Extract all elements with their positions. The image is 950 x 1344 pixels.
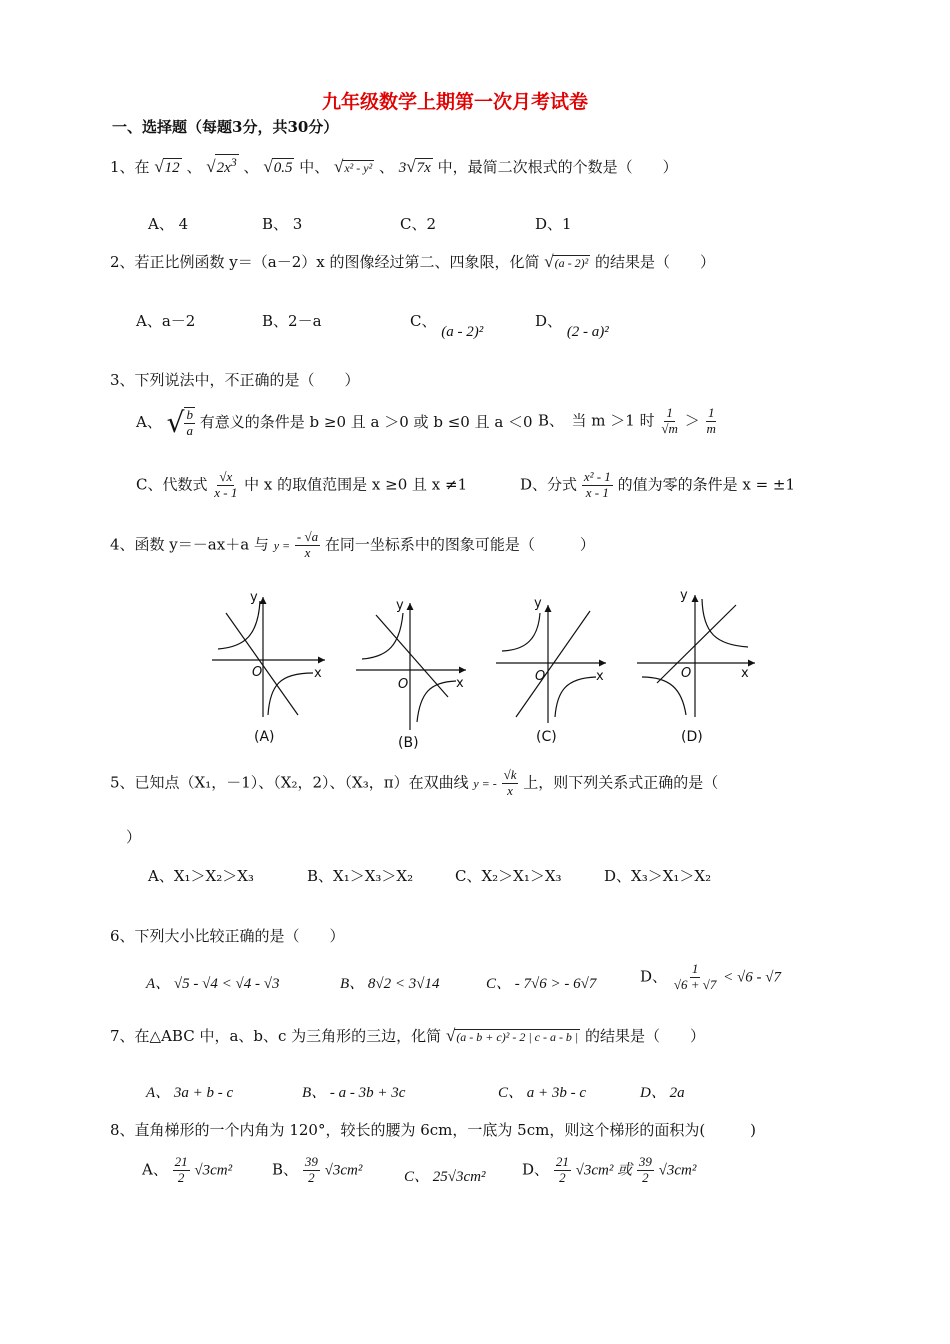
graph-d-origin: O bbox=[681, 666, 692, 681]
q4-fraction: $\frac{- √a}{x}$ bbox=[296, 529, 319, 560]
question-4 bbox=[110, 530, 595, 561]
q3-option-d[interactable] bbox=[520, 470, 795, 501]
q3-b-gt: ＞ bbox=[684, 411, 700, 430]
q3-option-a[interactable] bbox=[136, 406, 533, 440]
q3-d-fraction: $\frac{\text{x² - 1}}{x - 1}$ bbox=[583, 469, 611, 500]
q8-option-b[interactable] bbox=[272, 1155, 362, 1186]
q1-sep-1: 、 bbox=[186, 158, 202, 176]
q8-d-fraction-2: $\frac{39}{2}$ bbox=[638, 1154, 652, 1185]
q1-text: 1、在 bbox=[110, 158, 150, 176]
q6-option-c[interactable]: C、 - 7√6 > - 6√7 bbox=[486, 976, 597, 992]
q7-text-end: 的结果是（ ） bbox=[585, 1027, 706, 1045]
q4-y: y = bbox=[273, 538, 291, 553]
q7-expr: √(a - b + c)² - 2 | c - a - b | bbox=[445, 1026, 579, 1045]
q1-sep-2: 、 bbox=[243, 158, 259, 176]
q2-option-c-label: C、 bbox=[410, 312, 437, 330]
q3-c-fraction: $\frac{√x}{x - 1}$ bbox=[214, 469, 238, 500]
page-title: 九年级数学上期第一次月考试卷 bbox=[322, 91, 589, 113]
graph-a-y-label: y bbox=[250, 590, 258, 605]
q8-d-label: D、 bbox=[522, 1160, 550, 1179]
graph-b[interactable] bbox=[356, 598, 466, 751]
graph-b-origin: O bbox=[398, 677, 409, 692]
graph-d[interactable] bbox=[637, 588, 755, 745]
q2-option-b[interactable]: B、2－a bbox=[262, 312, 322, 330]
graph-c-x-label: x bbox=[596, 669, 604, 684]
q3-option-b[interactable] bbox=[538, 406, 718, 437]
q3-option-c[interactable] bbox=[136, 470, 467, 501]
q6-option-d[interactable] bbox=[640, 962, 781, 993]
q1-text-end: 中，最简二次根式的个数是（ ） bbox=[437, 158, 678, 176]
q1-option-c[interactable]: C、2 bbox=[400, 215, 437, 233]
q3-d-label: D、分式 bbox=[520, 475, 578, 494]
q2-option-c[interactable] bbox=[410, 312, 484, 340]
q6-d-label: D、 bbox=[640, 967, 668, 986]
q7-option-d[interactable]: D、 2a bbox=[640, 1085, 685, 1101]
q1-sep-4: 、 bbox=[378, 158, 394, 176]
q3-c-label: C、代数式 bbox=[136, 475, 208, 494]
q5-option-a[interactable]: A、X₁＞X₂＞X₃ bbox=[148, 867, 254, 885]
q8-a-rest: √3cm² bbox=[194, 1162, 233, 1179]
q1-option-b[interactable]: B、 3 bbox=[262, 215, 303, 233]
graph-d-y-label: y bbox=[680, 588, 688, 603]
q2-expr: √(a - 2)² bbox=[544, 252, 589, 271]
q3-b-frac-2: $\frac{1}{m}$ bbox=[706, 405, 716, 436]
section-heading: 一、选择题（每题3分，共30分） bbox=[112, 118, 339, 136]
q2-option-d[interactable] bbox=[535, 312, 609, 340]
q2-option-d-label: D、 bbox=[535, 312, 563, 330]
q7-option-a[interactable]: A、 3a + b - c bbox=[146, 1085, 234, 1101]
q5-fraction: $\frac{√k}{x}$ bbox=[503, 767, 517, 798]
question-7 bbox=[110, 1026, 705, 1046]
graph-b-label: (B) bbox=[398, 735, 419, 751]
q1-option-d[interactable]: D、1 bbox=[535, 215, 572, 233]
q3-b-text: B、 当 m ＞1 时 bbox=[538, 411, 655, 430]
q8-d-rest-1: √3cm² 或 bbox=[575, 1162, 633, 1179]
q5-option-d[interactable]: D、X₃＞X₁＞X₂ bbox=[604, 867, 712, 885]
graph-c[interactable] bbox=[496, 596, 606, 745]
q8-b-rest: √3cm² bbox=[324, 1162, 363, 1179]
q8-option-c[interactable]: C、 25√3cm² bbox=[404, 1169, 486, 1185]
q3-d-text: 的值为零的条件是 x = ±1 bbox=[617, 475, 796, 494]
q6-option-b[interactable]: B、 8√2 < 3√14 bbox=[340, 976, 440, 992]
q2-option-a[interactable]: A、a－2 bbox=[136, 312, 196, 330]
question-8: 8、直角梯形的一个内角为 120°，较长的腰为 6cm，一底为 5cm，则这个梯形的面积为( ) bbox=[110, 1121, 757, 1139]
q7-text: 7、在△ABC 中，a、b、c 为三角形的三边，化简 bbox=[110, 1027, 442, 1045]
q4-text-end: 在同一坐标系中的图象可能是（ ） bbox=[324, 535, 595, 554]
q6-d-rest: < √6 - √7 bbox=[723, 969, 781, 986]
q3-a-label: A、 bbox=[136, 412, 162, 431]
q3-a-fraction: $\frac{b}{a}$ bbox=[186, 406, 193, 438]
q1-expr-3: √0.5 bbox=[263, 157, 293, 176]
q3-a-radical: √ bbox=[166, 406, 185, 439]
graph-c-label: (C) bbox=[536, 729, 557, 745]
q1-expr-4: √x² - y² bbox=[334, 157, 373, 176]
q4-text: 4、函数 y＝－ax＋a 与 bbox=[110, 535, 269, 554]
question-2 bbox=[110, 252, 715, 272]
q8-d-fraction-1: $\frac{21}{2}$ bbox=[555, 1154, 569, 1185]
question-6: 6、下列大小比较正确的是（ ） bbox=[110, 927, 345, 945]
q3-a-text: 有意义的条件是 b ≥0 且 a ＞0 或 b ≤0 且 a ＜0 bbox=[199, 412, 533, 431]
q3-c-text: 中 x 的取值范围是 x ≥0 且 x ≠1 bbox=[244, 475, 468, 494]
question-1 bbox=[110, 154, 678, 177]
q2-option-c-math: (a - 2)² bbox=[441, 324, 484, 340]
graph-b-x-label: x bbox=[456, 676, 464, 691]
q8-b-label: B、 bbox=[272, 1160, 299, 1179]
graph-a[interactable] bbox=[212, 590, 325, 745]
q2-text: 2、若正比例函数 y＝（a－2）x 的图像经过第二、四象限，化简 bbox=[110, 253, 540, 271]
q5-y: y = - bbox=[473, 776, 497, 791]
q4-graphs bbox=[0, 585, 950, 755]
q8-option-d[interactable] bbox=[522, 1155, 696, 1186]
graph-d-label: (D) bbox=[681, 729, 703, 745]
q2-option-d-math: (2 - a)² bbox=[566, 324, 609, 340]
question-5 bbox=[110, 768, 718, 799]
graph-c-origin: O bbox=[535, 669, 546, 684]
graph-a-origin: O bbox=[252, 665, 263, 680]
q7-option-b[interactable]: B、 - a - 3b + 3c bbox=[302, 1085, 406, 1101]
q6-option-a[interactable]: A、 √5 - √4 < √4 - √3 bbox=[146, 976, 280, 992]
question-3: 3、下列说法中，不正确的是（ ） bbox=[110, 371, 360, 389]
q5-text-end: 上，则下列关系式正确的是（ bbox=[523, 773, 719, 792]
q1-expr-1: √12 bbox=[154, 157, 180, 176]
q8-a-fraction: $\frac{21}{2}$ bbox=[174, 1154, 188, 1185]
q8-d-rest-2: √3cm² bbox=[658, 1162, 697, 1179]
q5-option-c[interactable]: C、X₂＞X₁＞X₃ bbox=[455, 867, 562, 885]
q8-option-a[interactable] bbox=[142, 1155, 232, 1186]
q5-option-b[interactable]: B、X₁＞X₃＞X₂ bbox=[307, 867, 414, 885]
graph-a-x-label: x bbox=[314, 666, 322, 681]
graph-b-y-label: y bbox=[396, 598, 404, 613]
graph-c-y-label: y bbox=[534, 596, 542, 611]
q2-text-end: 的结果是（ ） bbox=[595, 253, 716, 271]
q5-close-paren: ） bbox=[126, 828, 142, 846]
q1-option-a[interactable]: A、 4 bbox=[148, 215, 189, 233]
q1-expr-5: 3√7x bbox=[398, 157, 431, 176]
q8-b-fraction: $\frac{39}{2}$ bbox=[304, 1154, 318, 1185]
q6-d-fraction: $\frac{1}{√6 + √7}$ bbox=[673, 961, 717, 992]
graph-a-label: (A) bbox=[254, 729, 275, 745]
q7-option-c[interactable]: C、 a + 3b - c bbox=[498, 1085, 587, 1101]
q8-a-label: A、 bbox=[142, 1160, 168, 1179]
q1-sep-3: 中、 bbox=[299, 158, 330, 176]
q1-expr-2: $√2x^3$ bbox=[206, 155, 237, 176]
q3-b-frac-1: $\frac{1}{√m}$ bbox=[661, 405, 678, 436]
q5-text: 5、已知点（X₁，－1）、（X₂，2）、（X₃，π）在双曲线 bbox=[110, 773, 469, 792]
graph-d-x-label: x bbox=[741, 666, 749, 681]
